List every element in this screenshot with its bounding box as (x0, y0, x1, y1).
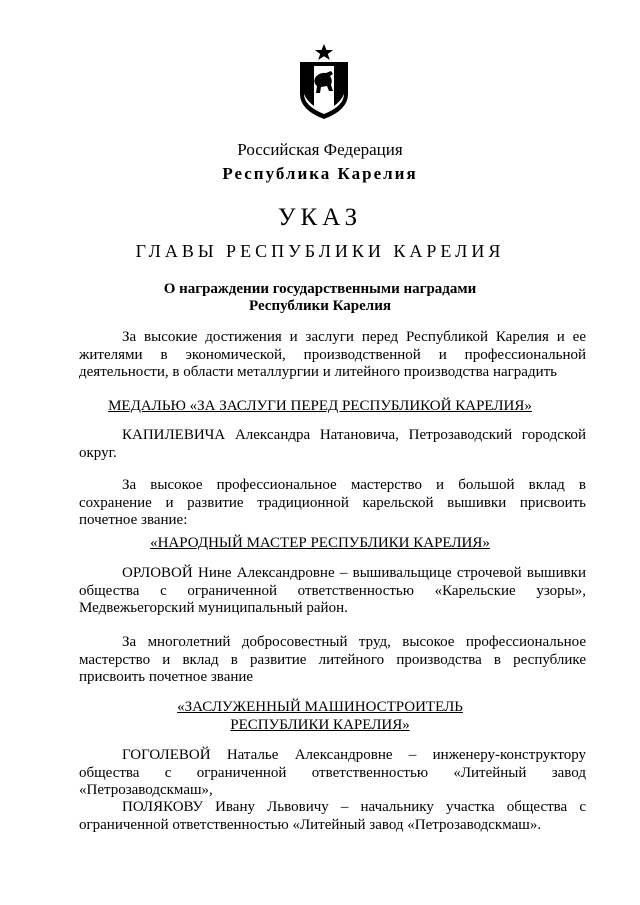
award-line-2: РЕСПУБЛИКИ КАРЕЛИЯ» (230, 716, 410, 733)
award-honored-machine-builder (0, 699, 640, 734)
subject-line-2: Республики Карелия (249, 298, 391, 314)
recipient-paragraph-2: ОРЛОВОЙ Нине Александровне – вышивальщице строчевой вышивки общества с ограниченной ответственностью «Карельские узоры», Медвежьегорский муниципальный район. (79, 565, 586, 616)
award-medal: МЕДАЛЬЮ «ЗА ЗАСЛУГИ ПЕРЕД РЕСПУБЛИКОЙ КАРЕЛИЯ» (108, 398, 532, 414)
award-line-1: «ЗАСЛУЖЕННЫЙ МАШИНОСТРОИТЕЛЬ (177, 699, 463, 715)
republic-name: Республика Карелия (222, 164, 418, 183)
karelia-coat-of-arms-icon (297, 44, 351, 120)
document-type: УКАЗ (277, 204, 363, 231)
subject-line-1: О награждении государственными наградами (163, 281, 477, 297)
intro-paragraph-2: За высокое профессиональное мастерство и большой вклад в сохранение и развитие традиционной карельской вышивки присвоить почетное звание: (79, 477, 586, 528)
recipient-paragraph-4: ПОЛЯКОВУ Ивану Львовичу – начальнику участка общества с ограниченной ответственностью «Литейный завод «Петрозаводскмаш». (79, 799, 586, 833)
award-folk-master: «НАРОДНЫЙ МАСТЕР РЕСПУБЛИКИ КАРЕЛИЯ» (150, 535, 490, 551)
country-name: Российская Федерация (237, 140, 403, 159)
intro-paragraph-3: За многолетний добросовестный труд, высокое профессиональное мастерство и вклад в развитие литейного производства в республике присвоить почетное звание (79, 634, 586, 685)
intro-paragraph-1: За высокие достижения и заслуги перед Республикой Карелия и ее жителями в экономической, производственной и профессиональной деятельности, в области металлургии и литейного производства наградить (79, 329, 586, 380)
recipient-paragraph-3: ГОГОЛЕВОЙ Наталье Александровне – инженеру-конструктору общества с ограниченной ответственностью «Литейный завод «Петрозаводскмаш», (79, 747, 586, 798)
issuer-title: ГЛАВЫ РЕСПУБЛИКИ КАРЕЛИЯ (135, 241, 505, 261)
recipient-paragraph-1: КАПИЛЕВИЧА Александра Натановича, Петрозаводский городской округ. (79, 427, 586, 461)
decree-subject (0, 281, 640, 315)
